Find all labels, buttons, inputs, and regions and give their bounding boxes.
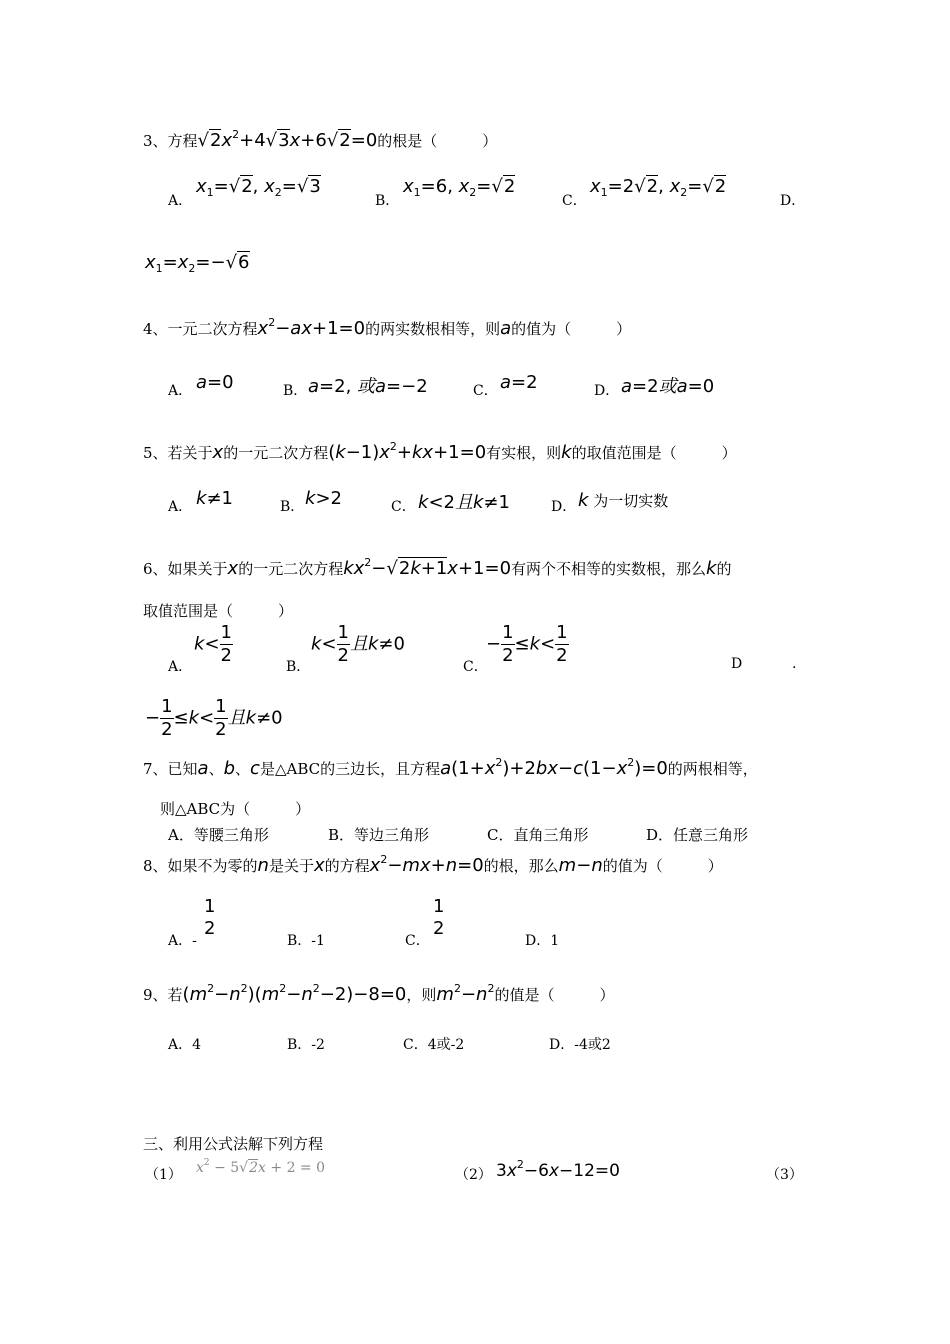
q8-option-c-label: C． xyxy=(405,933,430,949)
q6-middle2: 有两个不相等的实数根，那么 xyxy=(511,560,707,578)
q5-prefix: 5、若关于 xyxy=(143,444,213,462)
q9-equation: $(m^2-n^2)(m^2-n^2-2)-8=0$ xyxy=(182,982,407,1005)
q7-option-c: C．直角三角形 xyxy=(487,826,589,844)
q7-prefix: 7、已知 xyxy=(143,760,198,778)
q3-option-b: $x_1=6$, $x_2=√2$ xyxy=(403,176,516,199)
section3-problem3-label: （3） xyxy=(766,1167,803,1183)
q3-prefix: 3、方程 xyxy=(143,132,198,150)
q4-option-b: a=2, 或a=−2 xyxy=(308,376,428,397)
q9-option-c: C．4或-2 xyxy=(403,1037,465,1053)
q5-option-b-label: B． xyxy=(280,499,305,515)
q9-option-a: A．4 xyxy=(168,1037,202,1053)
q6-option-c: − $\frac{1}{2}$ ≤k< $\frac{1}{2}$ xyxy=(486,622,568,666)
q3-suffix: 的根是（ ） xyxy=(377,132,498,150)
q4-prefix: 4、一元二次方程 xyxy=(143,320,258,338)
q3-stem xyxy=(143,128,497,151)
q8-suffix: 的值为（ ） xyxy=(602,857,723,875)
q3-equation: $√2x^2+4√3x+6√2=0$ xyxy=(197,128,378,151)
q6-option-d-label: D xyxy=(731,656,743,672)
q9-stem xyxy=(143,982,614,1005)
q7-suffix: 的两根相等， xyxy=(667,760,758,778)
q5-stem xyxy=(143,440,737,463)
q6-option-d: − $\frac{1}{2}$ ≤k< $\frac{1}{2}$ 且k≠0 xyxy=(145,696,283,740)
q7-var-a: a xyxy=(197,758,209,779)
q4-option-a-label: A． xyxy=(168,383,193,399)
q6-option-a: k< $\frac{1}{2}$ xyxy=(194,622,232,666)
q4-option-d-or: 或 xyxy=(658,376,677,397)
q5-equation: $(k-1)x^2+kx+1=0$ xyxy=(328,440,487,463)
q3-option-a: $x_1=√2$, $x_2=√3$ xyxy=(196,176,321,199)
q5-option-c-and: 且 xyxy=(454,492,473,513)
q5-option-d: k 为一切实数 xyxy=(578,490,669,511)
q8-middle2: 的方程 xyxy=(324,857,370,875)
q9-prefix: 9、若 xyxy=(143,986,183,1004)
q5-middle2: 有实根，则 xyxy=(486,444,562,462)
q4-stem xyxy=(143,316,631,339)
q7-equation: $a(1+x^2)+2bx-c(1-x^2)=0$ xyxy=(440,756,668,779)
q7-sep1: 、 xyxy=(208,760,224,778)
q6-middle1: 的一元二次方程 xyxy=(238,560,344,578)
q7-option-b: B．等边三角形 xyxy=(328,826,430,844)
q7-var-b: b xyxy=(223,758,236,779)
q4-suffix: 的值为（ ） xyxy=(511,320,632,338)
q5-option-c: k<2且k≠1 xyxy=(418,492,510,513)
q8-expression: m−n xyxy=(558,855,603,876)
q8-prefix: 8、如果不为零的 xyxy=(143,857,258,875)
q9-option-d: D．-4或2 xyxy=(549,1037,611,1053)
q4-var-a: a xyxy=(500,318,512,339)
q8-option-d: D．1 xyxy=(525,933,560,949)
q8-middle3: 的根，那么 xyxy=(483,857,559,875)
section3-problem2-label: （2） xyxy=(455,1167,492,1183)
q6-prefix: 6、如果关于 xyxy=(143,560,228,578)
q6-option-c-label: C． xyxy=(463,659,488,675)
q6-equation: $kx^2-√2k+1x+1=0$ xyxy=(343,556,512,579)
q4-option-c-label: C． xyxy=(473,383,498,399)
q6-option-d-and: 且 xyxy=(227,707,246,729)
q7-var-c: c xyxy=(250,758,260,779)
q6-option-b-and: 且 xyxy=(349,633,368,655)
q8-option-b: B．-1 xyxy=(287,933,325,949)
q8-var-n: n xyxy=(257,855,269,876)
q8-stem xyxy=(143,853,723,876)
q7-sep2: 、 xyxy=(235,760,251,778)
q4-option-d: a=2或a=0 xyxy=(621,376,715,397)
q9-expression: $m^2-n^2$ xyxy=(436,982,495,1005)
q5-middle1: 的一元二次方程 xyxy=(223,444,329,462)
q3-option-a-label: A． xyxy=(168,193,193,209)
section3-problem1-label: （1） xyxy=(145,1167,182,1183)
q8-option-a-label: A．- xyxy=(168,933,197,949)
q5-var-x: x xyxy=(212,442,224,463)
q7-option-d: D．任意三角形 xyxy=(646,826,749,844)
q6-option-a-label: A． xyxy=(168,659,193,675)
q5-var-k: k xyxy=(561,442,572,463)
q6-suffix: 的 xyxy=(716,560,732,578)
q6-var-x: x xyxy=(227,558,239,579)
q9-suffix: 的值是（ ） xyxy=(494,986,615,1004)
q5-option-d-label: D． xyxy=(551,499,577,515)
q8-var-x: x xyxy=(313,855,325,876)
q8-middle1: 是关于 xyxy=(268,857,314,875)
q6-option-b: k< $\frac{1}{2}$ 且k≠0 xyxy=(311,622,405,666)
q6-option-d-dot: . xyxy=(792,656,797,672)
q7-stem-line2: 则△ABC为（ ） xyxy=(160,800,311,818)
q5-suffix: 的取值范围是（ ） xyxy=(571,444,737,462)
q3-option-d: $x_1=x_2=-√6$ xyxy=(145,252,250,275)
section3-problem2-equation: $3x^2-6x-12=0$ xyxy=(496,1158,620,1181)
q3-option-b-label: B． xyxy=(375,193,400,209)
q5-option-a-label: A． xyxy=(168,499,193,515)
section3-problem1-equation: $x^2 - 5√2x + 2 = 0$ xyxy=(196,1158,326,1176)
q3-option-c: $x_1=2√2$, $x_2=√2$ xyxy=(590,176,727,199)
section3-title: 三、利用公式法解下列方程 xyxy=(143,1135,324,1153)
q4-option-c: a=2 xyxy=(500,372,538,393)
q8-option-c: 1 2 xyxy=(433,896,445,939)
q3-option-c-label: C． xyxy=(562,193,587,209)
q6-option-b-label: B． xyxy=(286,659,311,675)
q8-equation: $x^2-mx+n=0$ xyxy=(369,853,484,876)
q3-option-d-label: D． xyxy=(780,193,806,209)
q4-middle: 的两实数根相等，则 xyxy=(365,320,501,338)
q4-option-b-label: B． xyxy=(283,383,308,399)
q5-option-d-text: 为一切实数 xyxy=(593,492,669,510)
q9-option-b: B．-2 xyxy=(287,1037,325,1053)
q4-option-b-or: 或 xyxy=(357,376,376,397)
q6-stem-line2: 取值范围是（ ） xyxy=(143,602,294,620)
q8-option-a: 1 2 xyxy=(204,896,216,939)
q9-middle: ，则 xyxy=(406,986,437,1004)
q4-option-d-label: D． xyxy=(594,383,620,399)
q4-equation: $x^2-ax+1=0$ xyxy=(257,316,366,339)
q4-option-a: a=0 xyxy=(196,372,234,393)
q7-middle: 是△ABC的三边长，且方程 xyxy=(259,760,441,778)
q7-option-a: A．等腰三角形 xyxy=(168,826,269,844)
q5-option-c-label: C． xyxy=(391,499,416,515)
q7-stem xyxy=(143,756,758,779)
q6-stem xyxy=(143,556,732,579)
q6-var-k: k xyxy=(706,558,717,579)
q5-option-a: k≠1 xyxy=(196,488,233,509)
q5-option-b: k>2 xyxy=(305,488,342,509)
